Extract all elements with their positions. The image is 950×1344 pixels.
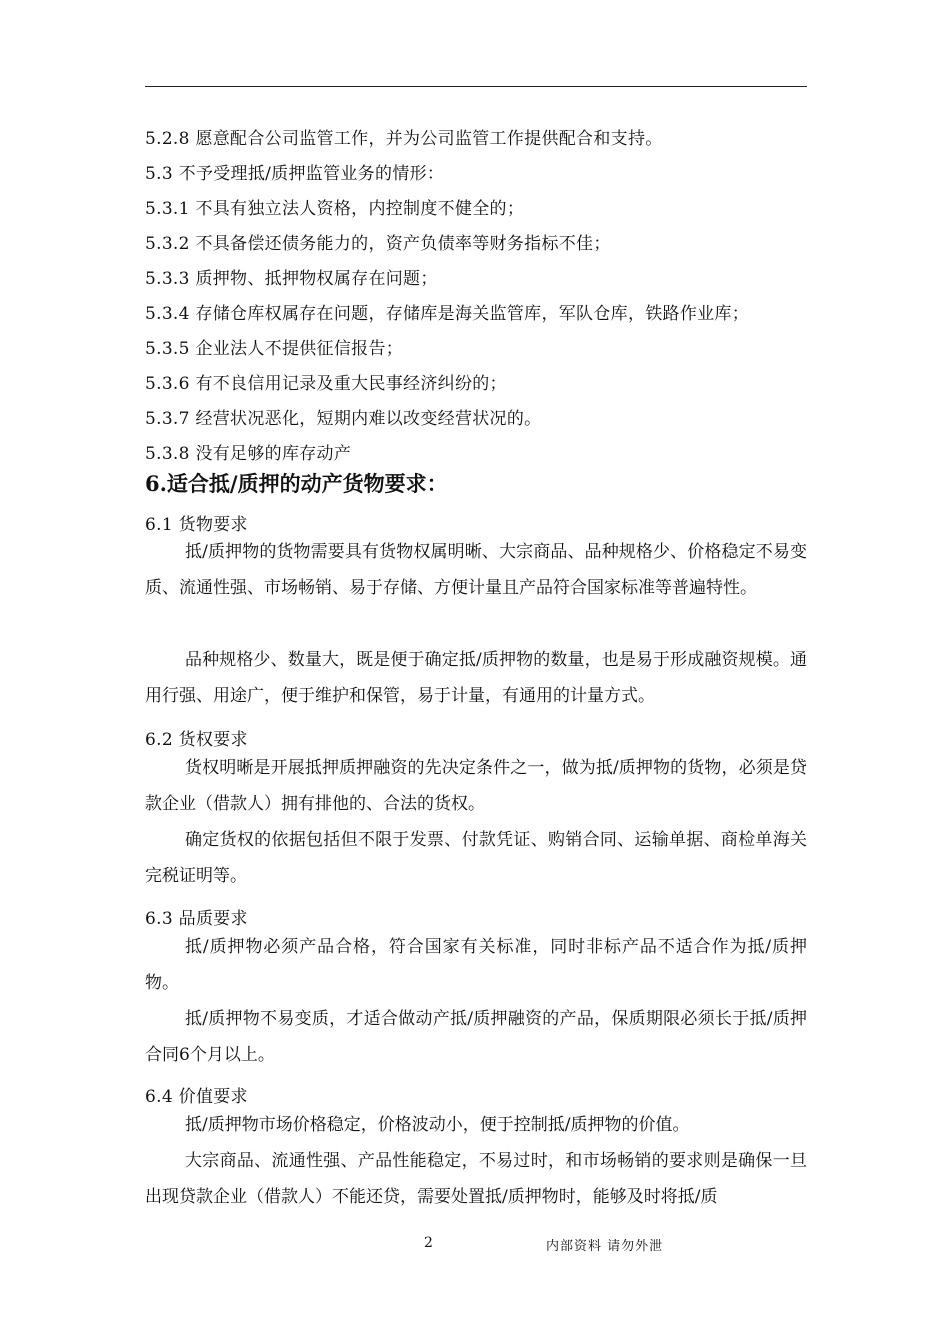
section-6-2-title: 6.2 货权要求	[145, 730, 248, 750]
section-6-4-title: 6.4 价值要求	[145, 1087, 248, 1107]
item-5-3-1: 5.3.1 不具有独立法人资格，内控制度不健全的；	[145, 199, 525, 219]
item-5-3-3: 5.3.3 质押物、抵押物权属存在问题；	[145, 269, 438, 289]
section-6-4-paragraph-2: 大宗商品、流通性强、产品性能稳定，不易过时，和市场畅销的要求则是确保一旦出现贷款企业（借款人）不能还贷，需要处置抵/质押物时，能够及时将抵/质	[145, 1151, 807, 1207]
item-5-3-2: 5.3.2 不具备偿还债务能力的，资产负债率等财务指标不佳；	[145, 234, 611, 254]
section-6-4-paragraph-1: 抵/质押物市场价格稳定，价格波动小，便于控制抵/质押物的价值。	[185, 1115, 690, 1135]
item-5-2-8: 5.2.8 愿意配合公司监管工作，并为公司监管工作提供配合和支持。	[145, 129, 663, 149]
section-6-3-title: 6.3 品质要求	[145, 909, 248, 929]
header-rule	[145, 86, 807, 87]
item-5-3-5: 5.3.5 企业法人不提供征信报告；	[145, 339, 404, 359]
confidential-note: 内部资料 请勿外泄	[546, 1239, 664, 1254]
item-5-3: 5.3 不予受理抵/质押监管业务的情形：	[145, 164, 445, 184]
section-6-3-paragraph-2: 抵/质押物不易变质，才适合做动产抵/质押融资的产品，保质期限必须长于抵/质押合同6个月以上。	[145, 1009, 807, 1065]
section-6-1-paragraph-1: 抵/质押物的货物需要具有货物权属明晰、大宗商品、品种规格少、价格稳定不易变质、流通性强、市场畅销、易于存储、方便计量且产品符合国家标准等普遍特性。	[145, 542, 807, 598]
section-6-2-paragraph-1: 货权明晰是开展抵押质押融资的先决定条件之一，做为抵/质押物的货物，必须是贷款企业（借款人）拥有排他的、合法的货权。	[145, 758, 807, 814]
page-number: 2	[424, 1235, 433, 1251]
item-5-3-8: 5.3.8 没有足够的库存动产	[145, 444, 352, 464]
item-5-3-7: 5.3.7 经营状况恶化，短期内难以改变经营状况的。	[145, 409, 542, 429]
section-6-heading: 6.适合抵/质押的动产货物要求：	[145, 471, 448, 496]
item-5-3-6: 5.3.6 有不良信用记录及重大民事经济纠纷的；	[145, 374, 507, 394]
section-6-3-paragraph-1: 抵/质押物必须产品合格，符合国家有关标准，同时非标产品不适合作为抵/质押物。	[145, 937, 807, 993]
section-6-1-paragraph-2: 品种规格少、数量大，既是便于确定抵/质押物的数量，也是易于形成融资规模。通用行强、用途广，便于维护和保管，易于计量，有通用的计量方式。	[145, 650, 807, 706]
section-6-1-title: 6.1 货物要求	[145, 515, 248, 535]
section-6-2-paragraph-2: 确定货权的依据包括但不限于发票、付款凭证、购销合同、运输单据、商检单海关完税证明等。	[145, 830, 807, 886]
item-5-3-4: 5.3.4 存储仓库权属存在问题，存储库是海关监管库，军队仓库，铁路作业库；	[145, 304, 750, 324]
